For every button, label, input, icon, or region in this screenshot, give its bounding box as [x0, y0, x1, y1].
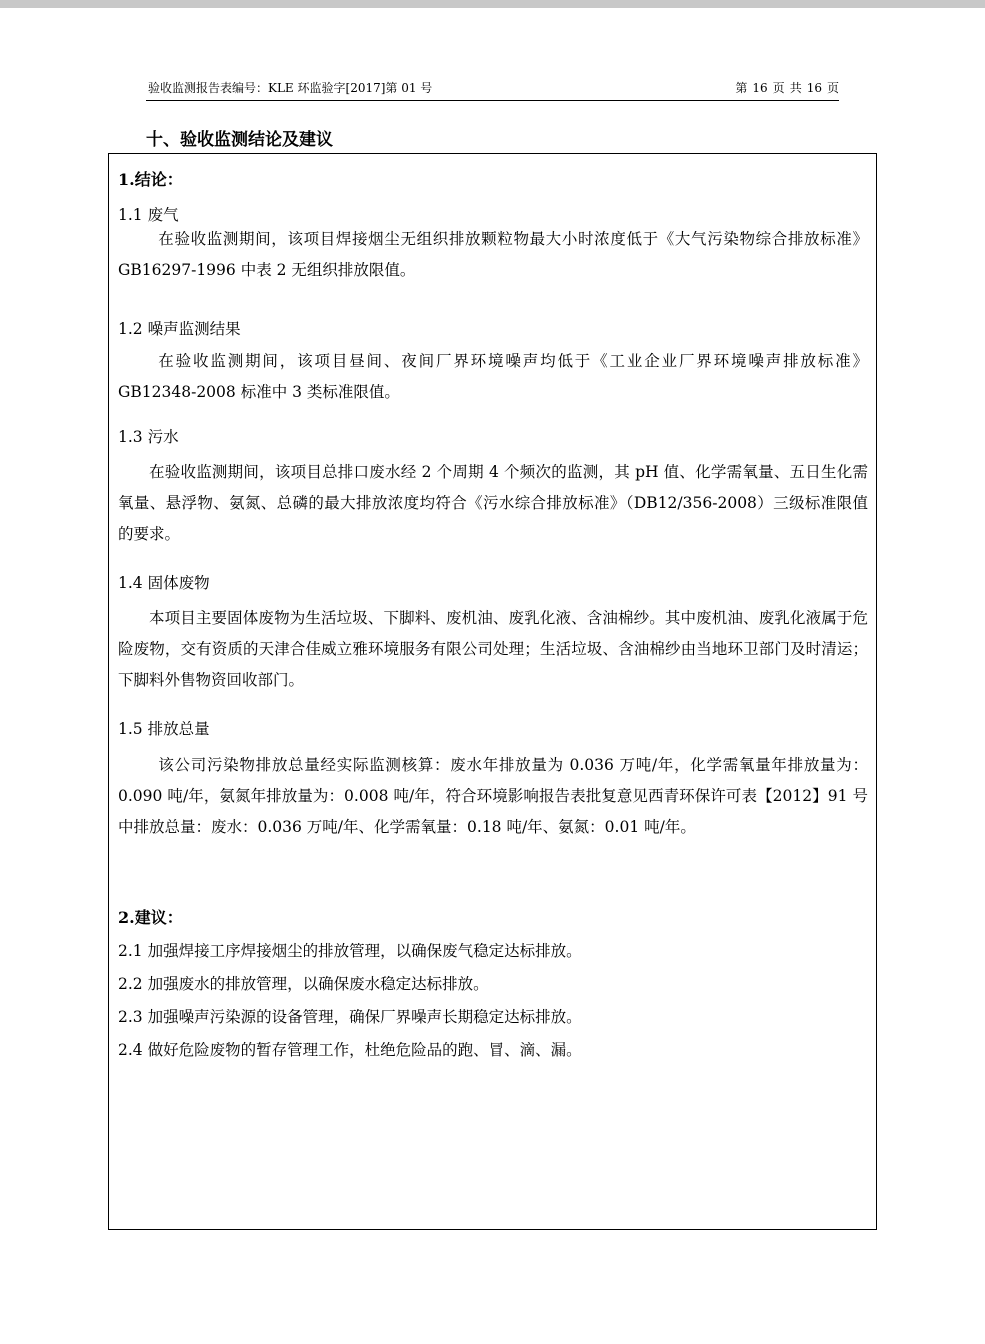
item-text-noise: 在验收监测期间，该项目昼间、夜间厂界环境噪声均低于《工业企业厂界环境噪声排放标准》GB12348-2008 标准中 3 类标准限值。	[118, 352, 868, 401]
item-text-exhaust: 在验收监测期间，该项目焊接烟尘无组织排放颗粒物最大小时浓度低于《大气污染物综合排放标准》GB16297-1996 中表 2 无组织排放限值。	[118, 230, 868, 279]
item-title-exhaust: 1.1 废气	[118, 206, 179, 224]
page-header	[146, 80, 839, 101]
item-text-total-emission: 该公司污染物排放总量经实际监测核算：废水年排放量为 0.036 万吨/年，化学需氧量年排放量为：0.090 吨/年，氨氮年排放量为：0.008 吨/年，符合环境影响报告表批复意见西青环保许可表【2012】91 号中排放总量：废水：0.036 万吨/年、化学需氧量：0.18 吨/年、氨氮：0.01 吨/年。	[118, 756, 868, 836]
item-title-solid-waste: 1.4 固体废物	[118, 574, 210, 592]
item-text-wastewater: 在验收监测期间，该项目总排口废水经 2 个周期 4 个频次的监测，其 pH 值、化学需氧量、五日生化需氧量、悬浮物、氨氮、总磷的最大排放浓度均符合《污水综合排放标准》（DB12/356-2008）三级标准限值的要求。	[118, 463, 868, 543]
suggestion-item: 2.3 加强噪声污染源的设备管理，确保厂界噪声长期稳定达标排放。	[118, 1008, 582, 1026]
item-title-wastewater: 1.3 污水	[118, 428, 179, 446]
conclusion-box	[108, 153, 877, 1230]
item-title-total-emission: 1.5 排放总量	[118, 720, 210, 738]
page-indicator: 第 16 页 共 16 页	[735, 81, 839, 95]
item-text-solid-waste: 本项目主要固体废物为生活垃圾、下脚料、废机油、废乳化液、含油棉纱。其中废机油、废乳化液属于危险废物，交有资质的天津合佳威立雅环境服务有限公司处理；生活垃圾、含油棉纱由当地环卫部门及时清运；下脚料外售物资回收部门。	[118, 609, 868, 689]
section-title: 十、验收监测结论及建议	[146, 130, 333, 150]
report-number: 验收监测报告表编号：KLE 环监验字[2017]第 01 号	[148, 81, 433, 95]
conclusion-heading: 1.结论：	[118, 170, 183, 189]
suggestion-item: 2.1 加强焊接工序焊接烟尘的排放管理，以确保废气稳定达标排放。	[118, 942, 582, 960]
suggestion-item: 2.2 加强废水的排放管理，以确保废水稳定达标排放。	[118, 975, 489, 993]
page-current: 16	[752, 81, 768, 95]
suggestions-heading: 2.建议：	[118, 908, 183, 927]
page-total: 16	[806, 81, 822, 95]
top-bar	[0, 0, 985, 8]
suggestion-item: 2.4 做好危险废物的暂存管理工作，杜绝危险品的跑、冒、滴、漏。	[118, 1041, 582, 1059]
item-title-noise: 1.2 噪声监测结果	[118, 320, 241, 338]
